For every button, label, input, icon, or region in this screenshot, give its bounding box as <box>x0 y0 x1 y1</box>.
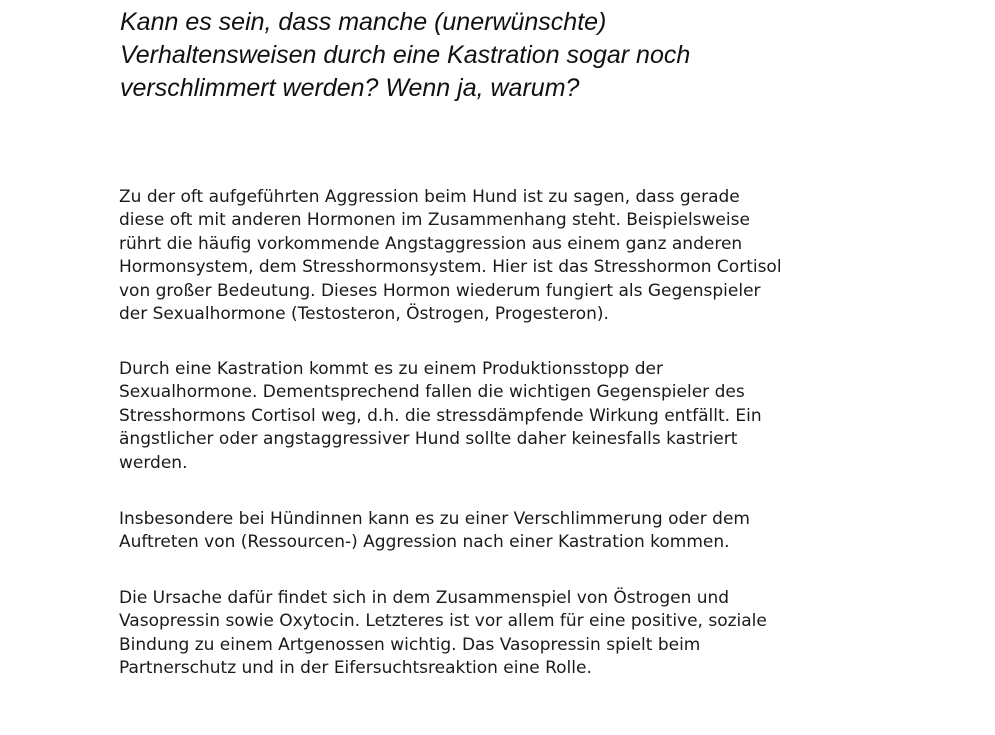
text-line: diese oft mit anderen Hormonen im Zusammenhang steht. Beispielsweise <box>119 210 750 231</box>
text-line: Insbesondere bei Hündinnen kann es zu einer Verschlimmerung oder dem <box>119 509 750 529</box>
paragraph-castration-effects <box>119 358 762 475</box>
text-line: rührt die häufig vorkommende Angstaggression aus einem ganz anderen <box>119 233 743 254</box>
text-line: Stresshormons Cortisol weg, d.h. die stressdämpfende Wirkung entfällt. Ein <box>119 405 762 426</box>
text-line: werden. <box>119 452 188 473</box>
text-line: Bindung zu einem Artgenossen wichtig. Das Vasopressin spielt beim <box>119 634 701 655</box>
text-line: Hormonsystem, dem Stresshormonsystem. Hier ist das Stresshormon Cortisol <box>119 257 782 278</box>
title-line: Kann es sein, dass manche (unerwünschte) <box>120 8 607 36</box>
paragraph-female-dogs <box>119 508 750 555</box>
text-line: Vasopressin sowie Oxytocin. Letzteres ist vor allem für eine positive, soziale <box>119 611 767 632</box>
text-line: der Sexualhormone (Testosteron, Östrogen, Progesteron). <box>119 304 609 325</box>
text-line: Zu der oft aufgeführten Aggression beim Hund ist zu sagen, dass gerade <box>119 187 740 207</box>
paragraph-aggression-hormones <box>119 186 782 326</box>
title-line: verschlimmert werden? Wenn ja, warum? <box>120 74 580 102</box>
text-line: von großer Bedeutung. Dieses Hormon wiederum fungiert als Gegenspieler <box>119 280 761 301</box>
text-line: Sexualhormone. Dementsprechend fallen die wichtigen Gegenspieler des <box>119 382 745 403</box>
paragraph-cause <box>119 587 767 681</box>
text-line: Durch eine Kastration kommt es zu einem Produktionsstopp der <box>119 359 663 379</box>
text-line: ängstlicher oder angstaggressiver Hund sollte daher keinesfalls kastriert <box>119 429 738 450</box>
text-line: Die Ursache dafür findet sich in dem Zusammenspiel von Östrogen und <box>119 588 730 608</box>
page-title <box>120 6 820 105</box>
text-line: Auftreten von (Ressourcen-) Aggression nach einer Kastration kommen. <box>119 532 730 553</box>
text-line: Partnerschutz und in der Eifersuchtsreaktion eine Rolle. <box>119 658 592 679</box>
title-line: Verhaltensweisen durch eine Kastration sogar noch <box>120 41 691 69</box>
